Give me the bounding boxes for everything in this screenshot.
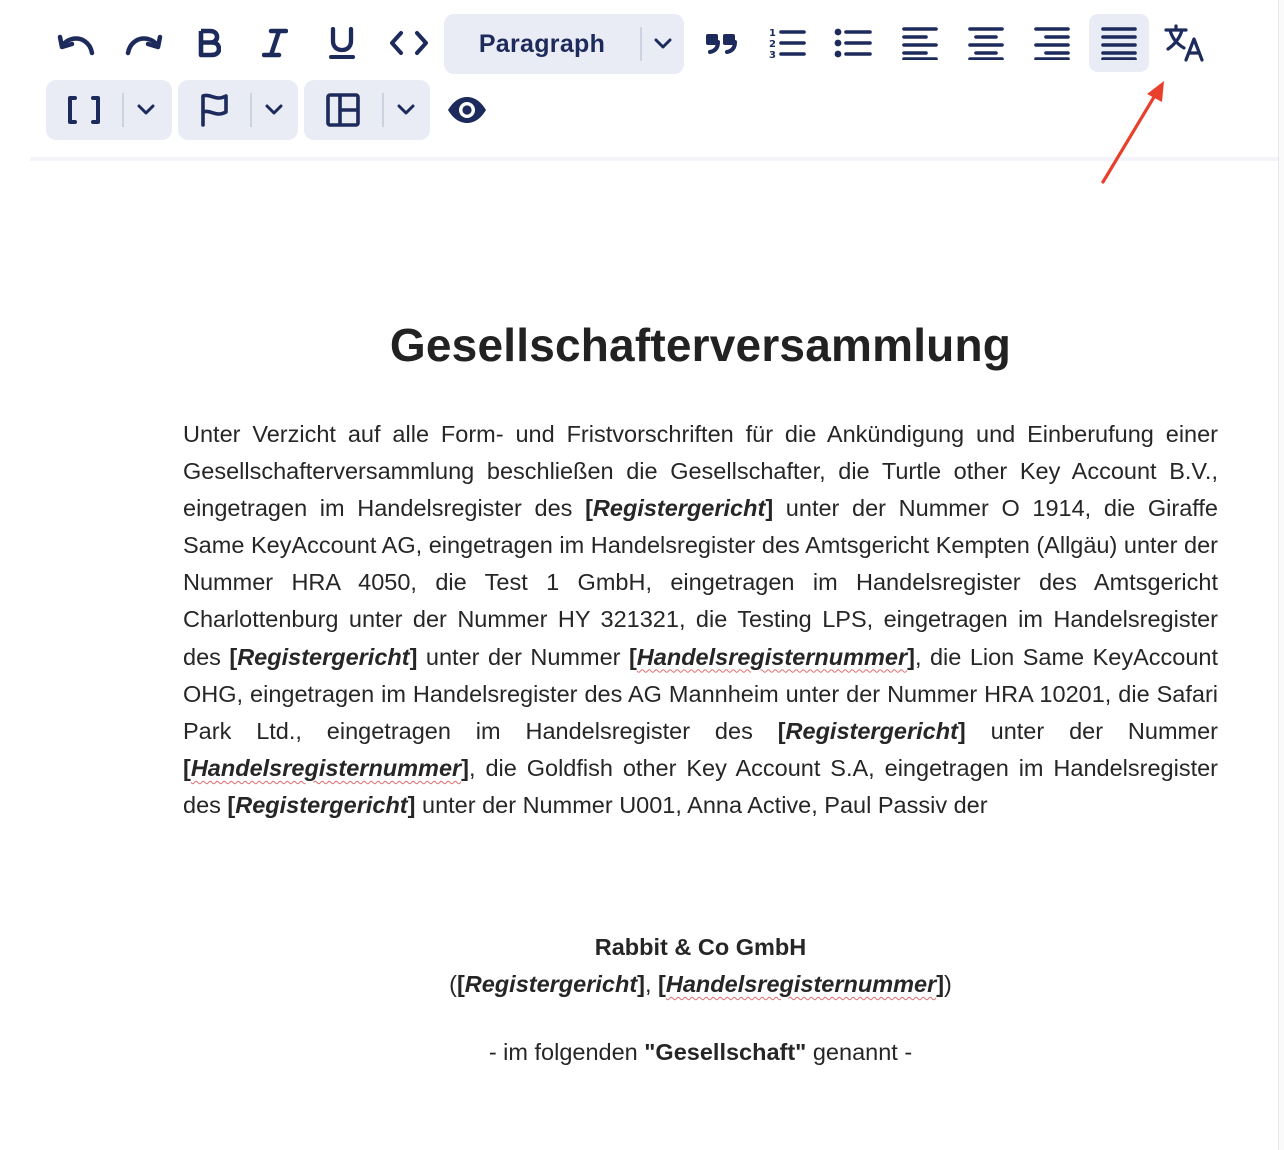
company-register-line: ([Registergericht], [Handelsregisternummer]) [449, 971, 952, 997]
brackets-icon [66, 95, 102, 125]
align-left-button[interactable] [894, 14, 946, 72]
placeholder-registergericht[interactable]: [Registergericht] [456, 971, 645, 997]
placeholder-registergericht[interactable]: [Registergericht] [585, 495, 774, 522]
align-right-button[interactable] [1026, 14, 1078, 72]
underline-button[interactable] [317, 14, 367, 72]
quote-icon [704, 31, 738, 55]
code-icon [389, 30, 429, 56]
align-center-button[interactable] [960, 14, 1012, 72]
layout-icon [325, 93, 361, 127]
window-edge [1278, 0, 1284, 1150]
svg-text:2: 2 [769, 39, 776, 50]
company-designation: - im folgenden "Gesellschaft" genannt - [488, 1039, 913, 1065]
document-body[interactable] [183, 416, 1218, 824]
blockquote-button[interactable] [696, 14, 746, 72]
block-format-value[interactable] [444, 14, 640, 74]
flag-toggle[interactable] [252, 80, 296, 140]
chevron-down-icon [397, 104, 415, 116]
placeholder-toggle[interactable] [124, 80, 168, 140]
italic-icon [262, 28, 288, 58]
placeholder-handelsregisternummer[interactable]: [Handelsregisternummer] [183, 754, 469, 781]
bold-icon [197, 28, 221, 58]
body-text: , die Goldfish other Key Account S.A, eingetragen im Handelsregister des [183, 754, 1218, 818]
chevron-down-icon [137, 104, 155, 116]
ordered-list-button[interactable] [762, 14, 812, 72]
body-text: Unter Verzicht auf alle Form- und Fristvorschriften für die Ankündigung und Einberufung einer Gesellschafterversammlung beschließen die Gesellschafter, die Turtle other Key Account B.V., eingetragen im Handelsregister des [183, 421, 1218, 522]
align-justify-button[interactable] [1089, 14, 1149, 72]
document-title: Gesellschafterversammlung [389, 319, 1012, 371]
bold-button[interactable] [184, 14, 234, 72]
placeholder-dropdown[interactable] [46, 80, 172, 140]
align-center-icon [968, 26, 1004, 60]
translate-icon [1164, 24, 1206, 62]
chevron-down-icon [654, 38, 672, 50]
placeholder-registergericht[interactable]: [Registergericht] [229, 643, 418, 670]
defined-term: "Gesellschaft" [644, 1039, 807, 1065]
preview-button[interactable] [440, 80, 494, 140]
translate-button[interactable] [1158, 14, 1212, 72]
annotation-arrow [1095, 78, 1175, 188]
placeholder-button[interactable] [46, 80, 122, 140]
company-block [183, 929, 1218, 1003]
toolbar-divider [30, 157, 1278, 161]
redo-icon [123, 30, 163, 56]
redo-button[interactable] [116, 14, 170, 72]
company-name: Rabbit & Co GmbH [594, 934, 807, 960]
flag-button[interactable] [178, 80, 250, 140]
ordered-list-icon [768, 26, 806, 60]
placeholder-registergericht[interactable]: [Registergericht] [777, 717, 966, 744]
underline-icon [328, 27, 356, 59]
body-text: unter der Nummer U001, Anna Active, Paul Passiv der [415, 791, 988, 818]
code-button[interactable] [382, 14, 436, 72]
flag-icon [198, 93, 230, 127]
eye-icon [446, 96, 488, 124]
align-right-icon [1034, 26, 1070, 60]
undo-button[interactable] [50, 14, 104, 72]
flag-dropdown[interactable] [178, 80, 298, 140]
undo-icon [57, 30, 97, 56]
body-text: unter der Nummer [417, 643, 629, 670]
placeholder-registergericht[interactable]: [Registergericht] [227, 791, 416, 818]
layout-dropdown[interactable] [304, 80, 430, 140]
bullet-list-button[interactable] [828, 14, 878, 72]
align-left-icon [902, 26, 938, 60]
body-text: unter der Nummer O 1914, die Giraffe Same KeyAccount AG, eingetragen im Handelsregister des Amtsgericht Kempten (Allgäu) unter der Nummer HRA 4050, die Test 1 GmbH, eingetragen im Handelsregister des Amtsgericht Charlottenburg unter der Nummer HY 321321, die Testing LPS, eingetragen im Handelsregister des [183, 495, 1218, 670]
layout-toggle[interactable] [384, 80, 428, 140]
align-justify-icon [1101, 26, 1137, 60]
placeholder-handelsregisternummer[interactable]: [Handelsregisternummer] [628, 643, 915, 670]
layout-button[interactable] [304, 80, 382, 140]
italic-button[interactable] [250, 14, 300, 72]
body-text: unter der Nummer [965, 717, 1218, 744]
block-format-dropdown[interactable] [444, 14, 684, 74]
svg-text:1: 1 [769, 28, 776, 39]
svg-text:3: 3 [769, 50, 776, 60]
block-format-label: Paragraph [478, 29, 606, 58]
block-format-toggle[interactable] [642, 14, 684, 74]
chevron-down-icon [265, 104, 283, 116]
body-text: , die Lion Same KeyAccount OHG, eingetragen im Handelsregister des AG Mannheim unter der Nummer HRA 10201, die Safari Park Ltd., eingetragen im Handelsregister des [183, 643, 1219, 744]
placeholder-handelsregisternummer[interactable]: [Handelsregisternummer] [658, 971, 945, 997]
bullet-list-icon [834, 27, 872, 59]
